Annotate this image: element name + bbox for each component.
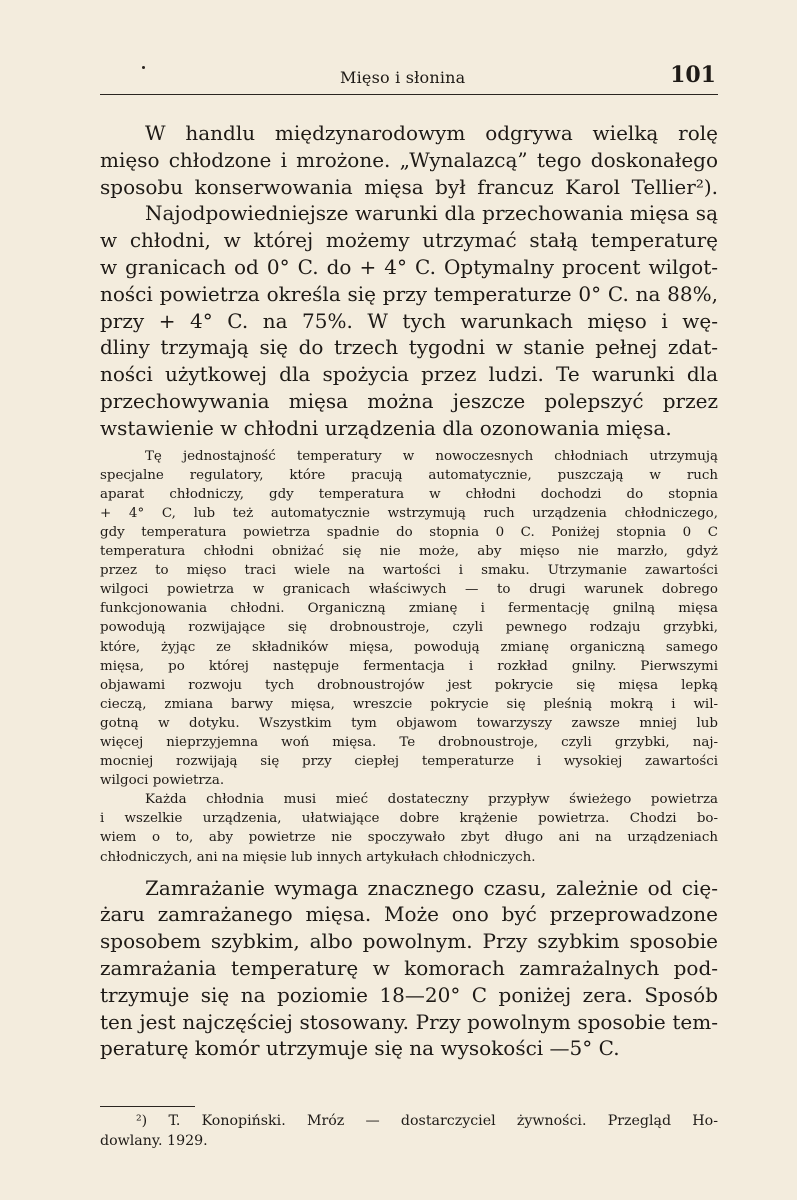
text-line: Zamrażanie wymaga znacznego czasu, zależnie od cię- (145, 875, 718, 900)
text-line: Każda chłodnia musi mieć dostateczny przypływ świeżego powietrza (145, 792, 718, 808)
paragraph-temperature-regulation (100, 447, 718, 791)
text-line: więcej nieprzyjemna woń mięsa. Te drobnoustroje, czyli grzybki, naj- (100, 734, 718, 750)
paragraph-air-circulation (100, 790, 718, 866)
text-line: wilgoci powietrza w granicach właściwych — to drugi warunek dobrego (100, 582, 718, 598)
text-line: żaru zamrażanego mięsa. Może ono być przeprowadzone (100, 902, 718, 927)
text-line: W handlu międzynarodowym odgrywa wielką rolę (145, 121, 718, 145)
text-line: wstawienie w chłodni urządzenia dla ozonowania mięsa. (100, 415, 672, 440)
page-body (100, 120, 718, 1062)
text-line: aparat chłodniczy, gdy temperatura w chłodni dochodzi do stopnia (100, 486, 718, 502)
text-line: wiem o to, aby powietrze nie spoczywało zbyt długo ani na urządzeniach (100, 830, 718, 846)
text-line: mięsa, po której następuje fermentacja i rozkład gnilny. Pierwszymi (100, 658, 718, 674)
text-line: przez to mięso traci wiele na wartości i smaku. Utrzymanie zawartości (100, 563, 718, 579)
text-line: gotną w dotyku. Wszystkim tym objawom towarzyszy zawsze mniej lub (100, 715, 718, 731)
text-line: powodują rozwijające się drobnoustroje, czyli pewnego rodzaju grzybki, (100, 620, 718, 636)
text-line: które, żyjąc ze składników mięsa, powodują zmianę organiczną samego (100, 639, 718, 655)
text-line: mięso chłodzone i mrożone. „Wynalazcą” tego doskonałego (100, 147, 718, 172)
footnote-line: ²) T. Konopiński. Mróz — dostarczyciel żywności. Przegląd Ho- (136, 1113, 718, 1129)
text-line: Tę jednostajność temperatury w nowoczesnych chłodniach utrzymują (145, 448, 718, 464)
running-title: Mięso i słonina (340, 68, 466, 87)
text-line: sposobem szybkim, albo powolnym. Przy szybkim sposobie (100, 929, 718, 954)
paragraph-storage-conditions (100, 200, 718, 441)
paragraph-freezing (100, 875, 718, 1063)
page-header (100, 62, 718, 95)
footnote (100, 1111, 718, 1151)
page-number: 101 (670, 62, 716, 88)
text-line: gdy temperatura powietrza spadnie do stopnia 0 C. Poniżej stopnia 0 C (100, 524, 718, 540)
text-line: peraturę komór utrzymuje się na wysokości —5° C. (100, 1036, 620, 1061)
text-line: chłodniczych, ani na mięsie lub innych artykułach chłodniczych. (100, 849, 536, 865)
text-line: objawami rozwoju tych drobnoustrojów jest pokrycie się mięsa lepką (100, 677, 718, 693)
text-line: ten jest najczęściej stosowany. Przy powolnym sposobie tem- (100, 1009, 718, 1034)
text-line: Najodpowiedniejsze warunki dla przechowania mięsa są (145, 201, 718, 226)
text-line: specjalne regulatory, które pracują automatycznie, puszczają w ruch (100, 467, 718, 483)
text-line: zamrażania temperaturę w komorach zamrażalnych pod- (100, 956, 718, 981)
text-line: dliny trzymają się do trzech tygodni w stanie pełnej zdat- (100, 335, 718, 360)
text-line: w chłodni, w której możemy utrzymać stałą temperaturę (100, 228, 718, 253)
text-line: i wszelkie urządzenia, ułatwiające dobre krążenie powietrza. Chodzi bo- (100, 811, 718, 827)
text-line: ności użytkowej dla spożycia przez ludzi. Te warunki dla (100, 362, 718, 387)
text-line: temperatura chłodni obniżać się nie może, aby mięso nie marzło, gdyż (100, 544, 718, 560)
text-line: w granicach od 0° C. do + 4° C. Optymalny procent wilgot- (100, 254, 718, 279)
text-line: wilgoci powietrza. (100, 773, 225, 789)
text-line: przechowywania mięsa można jeszcze polepszyć przez (100, 388, 718, 413)
text-line: funkcjonowania chłodni. Organiczną zmianę i fermentację gnilną mięsa (100, 601, 718, 617)
text-line: sposobu konserwowania mięsa był francuz Karol Tellier²). (100, 174, 718, 199)
text-line: mocniej rozwijają się przy ciepłej temperaturze i wysokiej zawartości (100, 754, 718, 770)
text-line: cieczą, zmiana barwy mięsa, wreszcie pokrycie się pleśnią mokrą i wil- (100, 696, 718, 712)
text-line: ności powietrza określa się przy temperaturze 0° C. na 88%, (100, 281, 718, 306)
text-line: przy + 4° C. na 75%. W tych warunkach mięso i wę- (100, 308, 718, 333)
paragraph-trade (100, 120, 718, 200)
footnote-divider (100, 1106, 195, 1107)
footnote-line: dowlany. 1929. (100, 1133, 208, 1149)
text-line: + 4° C, lub też automatycznie wstrzymują ruch urządzenia chłodniczego, (100, 505, 718, 521)
text-line: trzymuje się na poziomie 18—20° C poniżej zera. Sposób (100, 982, 718, 1007)
